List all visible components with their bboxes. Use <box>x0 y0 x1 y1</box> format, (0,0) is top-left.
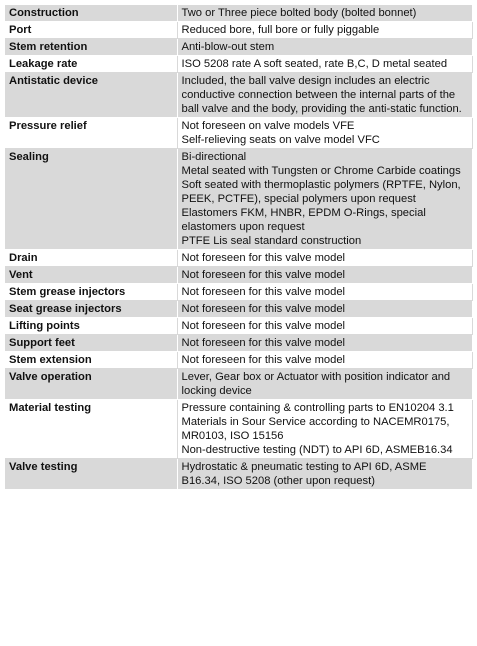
spec-row <box>5 39 472 56</box>
spec-value <box>177 318 472 335</box>
spec-value <box>177 22 472 39</box>
spec-value <box>177 335 472 352</box>
spec-value-line: Self-relieving seats on valve model VFC <box>181 134 380 146</box>
spec-value <box>177 56 472 73</box>
spec-label: Support feet <box>5 335 177 352</box>
spec-table-body <box>5 5 472 490</box>
spec-value <box>177 369 472 400</box>
spec-value-line: Not foreseen for this valve model <box>181 286 346 298</box>
spec-label: Lifting points <box>5 318 177 335</box>
spec-value-line: Pressure containing & controlling parts to EN10204 3.1 <box>181 402 454 414</box>
spec-label: Seat grease injectors <box>5 301 177 318</box>
spec-value-line: Not foreseen for this valve model <box>181 320 346 332</box>
spec-row <box>5 250 472 267</box>
spec-row <box>5 22 472 39</box>
spec-row <box>5 149 472 250</box>
spec-row <box>5 459 472 490</box>
spec-value-line: Elastomers FKM, HNBR, EPDM O-Rings, special elastomers upon request <box>181 207 426 233</box>
spec-value-line: Soft seated with thermoplastic polymers (RPTFE, Nylon, PEEK, PCTFE), special polymers upon request <box>181 179 461 205</box>
spec-value-line: Materials in Sour Service according to NACEMR0175, MR0103, ISO 15156 <box>181 416 450 442</box>
spec-label: Construction <box>5 5 177 22</box>
spec-row <box>5 284 472 301</box>
spec-row <box>5 267 472 284</box>
valve-specification-table <box>5 5 473 490</box>
spec-value <box>177 284 472 301</box>
spec-label: Leakage rate <box>5 56 177 73</box>
spec-label: Port <box>5 22 177 39</box>
spec-row <box>5 73 472 118</box>
spec-value <box>177 301 472 318</box>
spec-value-line: Bi-directional <box>181 151 247 163</box>
spec-value-line: Not foreseen for this valve model <box>181 269 346 281</box>
spec-label: Stem retention <box>5 39 177 56</box>
spec-value-line: Reduced bore, full bore or fully piggable <box>181 24 380 36</box>
spec-label: Valve operation <box>5 369 177 400</box>
spec-row <box>5 335 472 352</box>
spec-row <box>5 400 472 459</box>
spec-label: Drain <box>5 250 177 267</box>
spec-value-line: ISO 5208 rate A soft seated, rate B,C, D metal seated <box>181 58 448 70</box>
spec-row <box>5 301 472 318</box>
spec-value-line: Not foreseen for this valve model <box>181 252 346 264</box>
spec-label: Pressure relief <box>5 118 177 149</box>
spec-row <box>5 318 472 335</box>
spec-value-line: Metal seated with Tungsten or Chrome Carbide coatings <box>181 165 461 177</box>
spec-value-line: Two or Three piece bolted body (bolted bonnet) <box>181 7 417 19</box>
spec-value-line: Not foreseen for this valve model <box>181 354 346 366</box>
spec-label: Vent <box>5 267 177 284</box>
spec-value-line: PTFE Lis seal standard construction <box>181 235 362 247</box>
spec-value <box>177 459 472 490</box>
spec-value <box>177 267 472 284</box>
spec-label: Sealing <box>5 149 177 250</box>
spec-value <box>177 5 472 22</box>
spec-value <box>177 250 472 267</box>
spec-value <box>177 400 472 459</box>
spec-label: Stem grease injectors <box>5 284 177 301</box>
spec-value-line: Anti-blow-out stem <box>181 41 275 53</box>
spec-value-line: Not foreseen for this valve model <box>181 337 346 349</box>
spec-value-line: Included, the ball valve design includes an electric conductive connection between the internal parts of the ball valve and the body, providing the anti-static function. <box>181 75 462 115</box>
spec-value <box>177 39 472 56</box>
spec-label: Antistatic device <box>5 73 177 118</box>
spec-value <box>177 149 472 250</box>
spec-value-line: Lever, Gear box or Actuator with position indicator and locking device <box>181 371 451 397</box>
spec-row <box>5 118 472 149</box>
spec-value-line: Not foreseen on valve models VFE <box>181 120 355 132</box>
spec-label: Stem extension <box>5 352 177 369</box>
spec-value-line: Non-destructive testing (NDT) to API 6D, ASMEB16.34 <box>181 444 453 456</box>
spec-row <box>5 369 472 400</box>
spec-value-line: Not foreseen for this valve model <box>181 303 346 315</box>
spec-value-line: Hydrostatic & pneumatic testing to API 6D, ASME B16.34, ISO 5208 (other upon request) <box>181 461 427 487</box>
spec-row <box>5 352 472 369</box>
spec-row <box>5 5 472 22</box>
spec-value <box>177 73 472 118</box>
spec-value <box>177 118 472 149</box>
spec-label: Material testing <box>5 400 177 459</box>
spec-value <box>177 352 472 369</box>
spec-label: Valve testing <box>5 459 177 490</box>
spec-row <box>5 56 472 73</box>
